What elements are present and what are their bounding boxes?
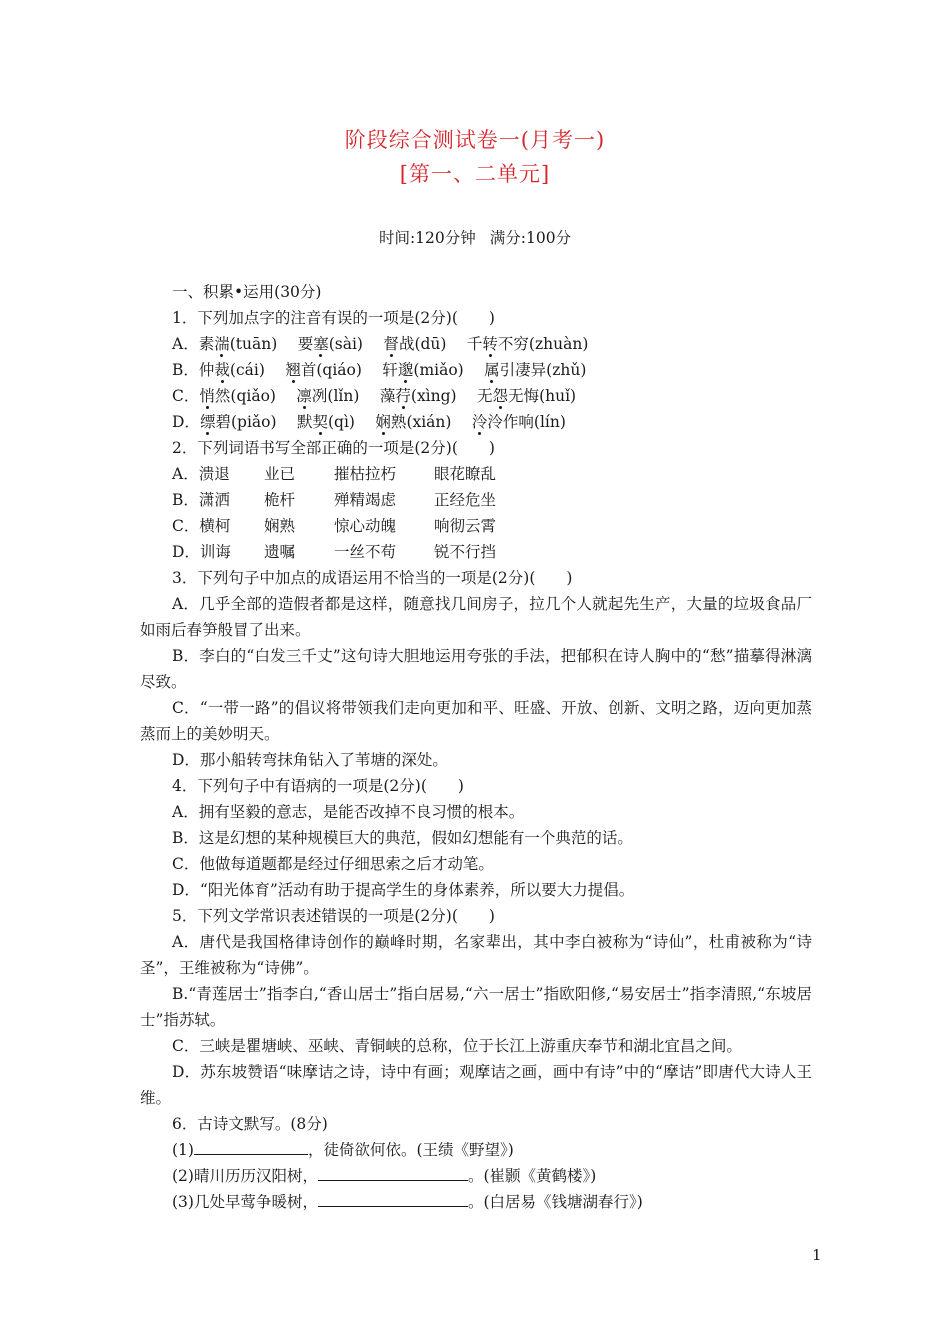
exam-body xyxy=(140,279,812,1215)
time-limit: 时间:120分钟 xyxy=(378,229,476,247)
question-5-option-b: B.“青莲居士”指李白,“香山居士”指白居易,“六一居士”指欧阳修,“易安居士”指李清照,“东坡居士”指苏轼。 xyxy=(140,985,812,1029)
question-4-option-a: A．拥有坚毅的意志，是能否改掉不良习惯的根本。 xyxy=(172,803,525,821)
answer-blank-2[interactable] xyxy=(318,1165,468,1181)
question-6-item-1: (1) ，徒倚欲何依。(王绩《野望》) xyxy=(172,1141,514,1159)
question-1-option-c: C．悄然(qiǎo) 凛冽(lǐn) 藻荇(xìng) 无怨无悔(huǐ) xyxy=(172,387,577,405)
question-2-option-a: A．溃退 业已 摧枯拉朽 眼花瞭乱 xyxy=(172,465,497,483)
answer-blank-3[interactable] xyxy=(318,1191,468,1207)
question-5-option-a: A．唐代是我国格律诗创作的巅峰时期，名家辈出，其中李白被称为“诗仙”，杜甫被称为“诗圣”，王维被称为“诗佛”。 xyxy=(140,933,812,977)
question-4-stem: 4．下列句子中有语病的一项是(2分)( ) xyxy=(172,777,464,795)
question-1-option-b: B．仲裁(cái) 翘首(qiáo) 轩邈(miǎo) 属引凄异(zhǔ) xyxy=(172,361,587,379)
question-1-stem: 1．下列加点字的注音有误的一项是(2分)( ) xyxy=(172,309,495,327)
exam-meta xyxy=(0,226,950,248)
question-2-option-b: B．潇洒 桅杆 殚精竭虑 正经危坐 xyxy=(172,491,497,509)
question-2-option-c: C．横柯 娴熟 惊心动魄 响彻云霄 xyxy=(172,517,497,535)
question-6-item-2: (2)晴川历历汉阳树， 。(崔颢《黄鹤楼》) xyxy=(172,1167,597,1185)
question-2-option-d: D．训诲 遗嘱 一丝不苟 锐不行挡 xyxy=(172,543,497,561)
question-4-option-d: D．“阳光体育”活动有助于提高学生的身体素养，所以要大力提倡。 xyxy=(172,881,635,899)
question-1-option-a: A．素湍(tuān) 要塞(sài) 督战(dū) 千转不穷(zhuàn) xyxy=(172,335,589,353)
exam-subtitle: [第一、二单元] xyxy=(399,162,551,186)
question-3-stem: 3．下列句子中加点的成语运用不恰当的一项是(2分)( ) xyxy=(172,569,573,587)
question-3-option-a: A．几乎全部的造假者都是这样，随意找几间房子，拉几个人就起先生产，大量的垃圾食品厂如雨后春笋般冒了出来。 xyxy=(140,595,812,639)
question-5-stem: 5．下列文学常识表述错误的一项是(2分)( ) xyxy=(172,907,495,925)
question-3-option-b: B．李白的“白发三千丈”这句诗大胆地运用夸张的手法，把郁积在诗人胸中的“愁”描摹得淋漓尽致。 xyxy=(140,647,812,691)
full-score: 满分:100分 xyxy=(489,229,572,247)
question-1-option-d: D．缥碧(piǎo) 默契(qì) 娴熟(xián) 泠泠作响(lín) xyxy=(172,413,566,431)
answer-blank-1[interactable] xyxy=(194,1139,308,1155)
page-number: 1 xyxy=(812,1246,822,1264)
question-5-option-d: D．苏东坡赞语“味摩诘之诗，诗中有画；观摩诘之画，画中有诗”中的“摩诘”即唐代大诗人王维。 xyxy=(140,1063,812,1107)
question-4-option-c: C．他做每道题都是经过仔细思索之后才动笔。 xyxy=(172,855,494,873)
question-6-stem: 6．古诗文默写。(8分) xyxy=(172,1115,328,1133)
question-3-option-d: D．那小船转弯抹角钻入了苇塘的深处。 xyxy=(172,751,448,769)
question-5-option-c: C．三峡是瞿塘峡、巫峡、青铜峡的总称，位于长江上游重庆奉节和湖北宜昌之间。 xyxy=(172,1037,742,1055)
question-3-option-c: C．“一带一路”的倡议将带领我们走向更加和平、旺盛、开放、创新、文明之路，迈向更加蒸蒸而上的美妙明天。 xyxy=(140,699,812,743)
question-6-item-3: (3)几处早莺争暖树， 。(白居易《钱塘湖春行》) xyxy=(172,1193,643,1211)
question-4-option-b: B．这是幻想的某种规模巨大的典范，假如幻想能有一个典范的话。 xyxy=(172,829,633,847)
section-heading: 一、积累•运用(30分) xyxy=(172,283,322,301)
exam-title: 阶段综合测试卷一(月考一) xyxy=(344,128,606,152)
question-2-stem: 2．下列词语书写全部正确的一项是(2分)( ) xyxy=(172,439,495,457)
